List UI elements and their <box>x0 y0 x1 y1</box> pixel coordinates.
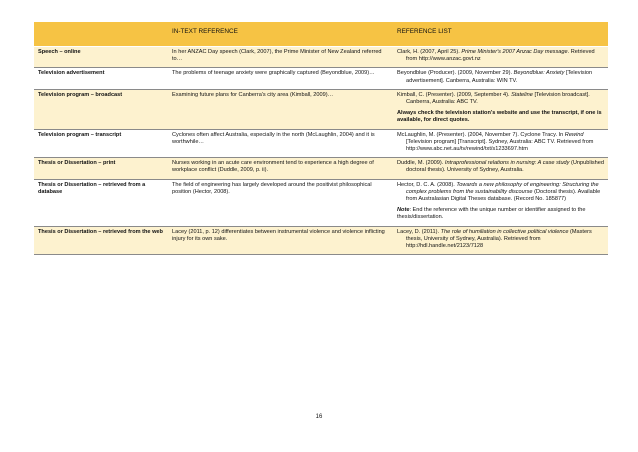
row-label: Television program – transcript <box>34 129 168 158</box>
reference-entry: Duddle, M. (2009). Intraprofessional relations in nursing: A case study (Unpublished doctoral thesis). University of Sydney, Australia. <box>393 158 608 179</box>
reference-entry: Lacey, D. (2011). The role of humiliation in collective political violence (Masters thesis, University of Sydney, Australia). Retrieved from http://hdl.handle.net/2123/7128 <box>393 226 608 255</box>
table-row <box>34 158 608 179</box>
table-row <box>34 89 608 129</box>
header-in-text-reference: IN-TEXT REFERENCE <box>168 22 393 47</box>
reference-entry: Kimball, C. (Presenter). (2009, September 4). Stateline [Television broadcast]. Canberra, Australia: ABC TV. Always check the television station's website and use the transcript, if one is available, for direct quotes. <box>393 89 608 129</box>
in-text-example: The field of engineering has largely developed around the positivist philosophical position (Hector, 2008). <box>168 179 393 226</box>
in-text-example: In her ANZAC Day speech (Clark, 2007), the Prime Minister of New Zealand referred to… <box>168 47 393 68</box>
page-number: 16 <box>315 414 323 420</box>
row-label: Thesis or Dissertation – print <box>34 158 168 179</box>
reference-table <box>34 22 608 255</box>
reference-entry: Clark, H. (2007, April 25). Prime Minister's 2007 Anzac Day message. Retrieved from http://www.anzac.govt.nz <box>393 47 608 68</box>
in-text-example: Cyclones often affect Australia, especially in the north (McLaughlin, 2004) and it is worthwhile… <box>168 129 393 158</box>
table-row <box>34 129 608 158</box>
table-row <box>34 68 608 89</box>
reference-note: Always check the television station's website and use the transcript, if one is available, for direct quotes. <box>397 110 602 124</box>
table-header-row <box>34 22 608 47</box>
table-row <box>34 47 608 68</box>
row-label: Thesis or Dissertation – retrieved from the web <box>34 226 168 255</box>
in-text-example: The problems of teenage anxiety were graphically captured (Beyondblue, 2009)… <box>168 68 393 89</box>
table-row <box>34 226 608 255</box>
in-text-example: Lacey (2011, p. 12) differentiates between instrumental violence and violence inflicting injury for its own sake. <box>168 226 393 255</box>
reference-entry: Hector, D. C. A. (2008). Towards a new philosophy of engineering: Structuring the complex problems from the sustainability discourse (Doctoral thesis). Available from Australasian Digital Theses database. (Record No. 185877) Note: End the reference with the unique number or identifier assigned to the thesis/dissertation. <box>393 179 608 226</box>
reference-entry: Beyondblue (Producer). (2009, November 29). Beyondblue: Anxiety [Television advertisement]. Canberra, Australia: WIN TV. <box>393 68 608 89</box>
reference-note: Note: End the reference with the unique number or identifier assigned to the thesis/dissertation. <box>397 207 586 221</box>
row-label: Television program – broadcast <box>34 89 168 129</box>
reference-entry: McLaughlin, M. (Presenter). (2004, November 7). Cyclone Tracy. In Rewind [Television program] [Transcript]. Sydney, Australia: ABC TV. Retrieved from http://www.abc.net.au/tv/rewind/txt/s1233697.htm <box>393 129 608 158</box>
row-label: Television advertisement <box>34 68 168 89</box>
table-row <box>34 179 608 226</box>
in-text-example: Examining future plans for Canberra's city area (Kimball, 2009)… <box>168 89 393 129</box>
header-reference-list: REFERENCE LIST <box>393 22 608 47</box>
header-category <box>34 22 168 47</box>
row-label: Speech – online <box>34 47 168 68</box>
in-text-example: Nurses working in an acute care environment tend to experience a high degree of workplace conflict (Duddle, 2009, p. ii). <box>168 158 393 179</box>
row-label: Thesis or Dissertation – retrieved from a database <box>34 179 168 226</box>
